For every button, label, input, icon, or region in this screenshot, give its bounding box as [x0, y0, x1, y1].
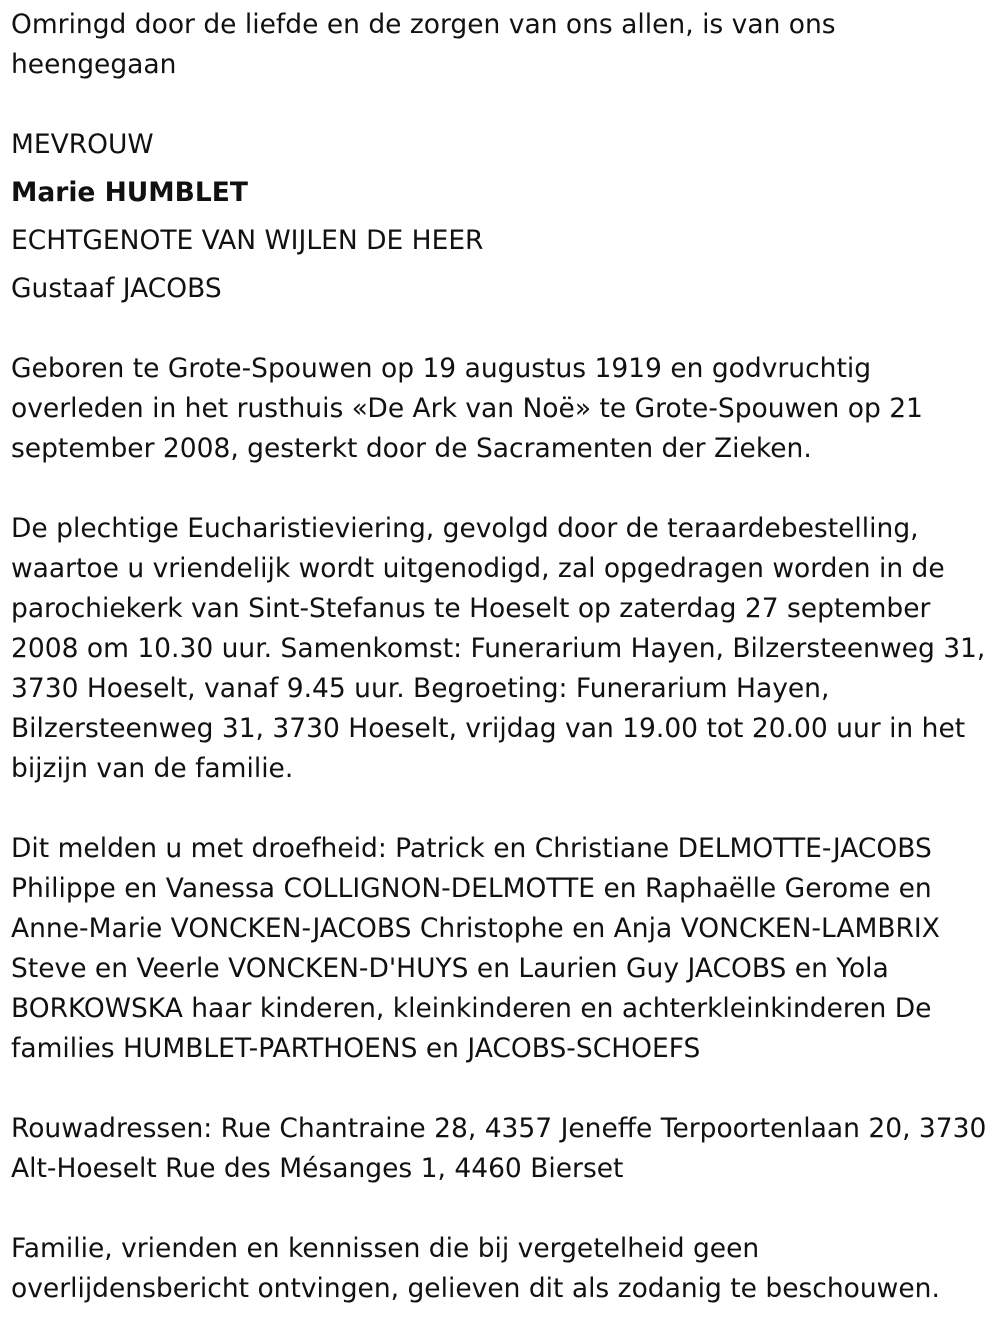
- text-line: Familie, vrienden en kennissen die bij vergetelheid geen: [11, 1233, 760, 1264]
- text-line: 2008 om 10.30 uur. Samenkomst: Funerarium Hayen, Bilzersteenweg 31,: [11, 633, 986, 664]
- text-line: Dit melden u met droefheid: Patrick en Christiane DELMOTTE-JACOBS: [11, 833, 932, 864]
- text-line: De plechtige Eucharistieviering, gevolgd door de teraardebestelling,: [11, 513, 919, 544]
- text-line: BORKOWSKA haar kinderen, kleinkinderen en achterkleinkinderen De: [11, 993, 932, 1024]
- text-line: Geboren te Grote-Spouwen op 19 augustus 1919 en godvruchtig: [11, 353, 872, 384]
- text-line: bijzijn van de familie.: [11, 753, 294, 784]
- text-line: Bilzersteenweg 31, 3730 Hoeselt, vrijdag van 19.00 tot 20.00 uur in het: [11, 713, 966, 744]
- closing-paragraph: [11, 1229, 993, 1309]
- text-line: september 2008, gesterkt door de Sacramenten der Zieken.: [11, 433, 812, 464]
- text-line: overleden in het rusthuis «De Ark van Noë» te Grote-Spouwen op 21: [11, 393, 923, 424]
- salutation: MEVROUW: [11, 129, 154, 160]
- text-line: waartoe u vriendelijk wordt uitgenodigd, zal opgedragen worden in de: [11, 553, 945, 584]
- text-line: Omringd door de liefde en de zorgen van ons allen, is van ons: [11, 9, 836, 40]
- text-line: Alt-Hoeselt Rue des Mésanges 1, 4460 Bierset: [11, 1153, 624, 1184]
- text-line: families HUMBLET-PARTHOENS en JACOBS-SCHOEFS: [11, 1033, 701, 1064]
- text-line: Philippe en Vanessa COLLIGNON-DELMOTTE en Raphaëlle Gerome en: [11, 873, 932, 904]
- spouse-label: ECHTGENOTE VAN WIJLEN DE HEER: [11, 225, 484, 256]
- text-line: parochiekerk van Sint-Stefanus te Hoeselt op zaterdag 27 september: [11, 593, 931, 624]
- intro-paragraph: [11, 5, 993, 85]
- deceased-name: Marie HUMBLET: [11, 177, 248, 208]
- ceremony-paragraph: [11, 509, 993, 789]
- text-line: overlijdensbericht ontvingen, gelieven dit als zodanig te beschouwen.: [11, 1273, 940, 1304]
- birth-death-paragraph: [11, 349, 993, 469]
- text-line: heengegaan: [11, 49, 177, 80]
- text-line: Rouwadressen: Rue Chantraine 28, 4357 Jeneffe Terpoortenlaan 20, 3730: [11, 1113, 987, 1144]
- text-line: 3730 Hoeselt, vanaf 9.45 uur. Begroeting: Funerarium Hayen,: [11, 673, 830, 704]
- spouse-name: Gustaaf JACOBS: [11, 273, 222, 304]
- text-line: Anne-Marie VONCKEN-JACOBS Christophe en Anja VONCKEN-LAMBRIX: [11, 913, 940, 944]
- addresses-paragraph: [11, 1109, 993, 1189]
- text-line: Steve en Veerle VONCKEN-D'HUYS en Laurien Guy JACOBS en Yola: [11, 953, 889, 984]
- family-paragraph: [11, 829, 993, 1069]
